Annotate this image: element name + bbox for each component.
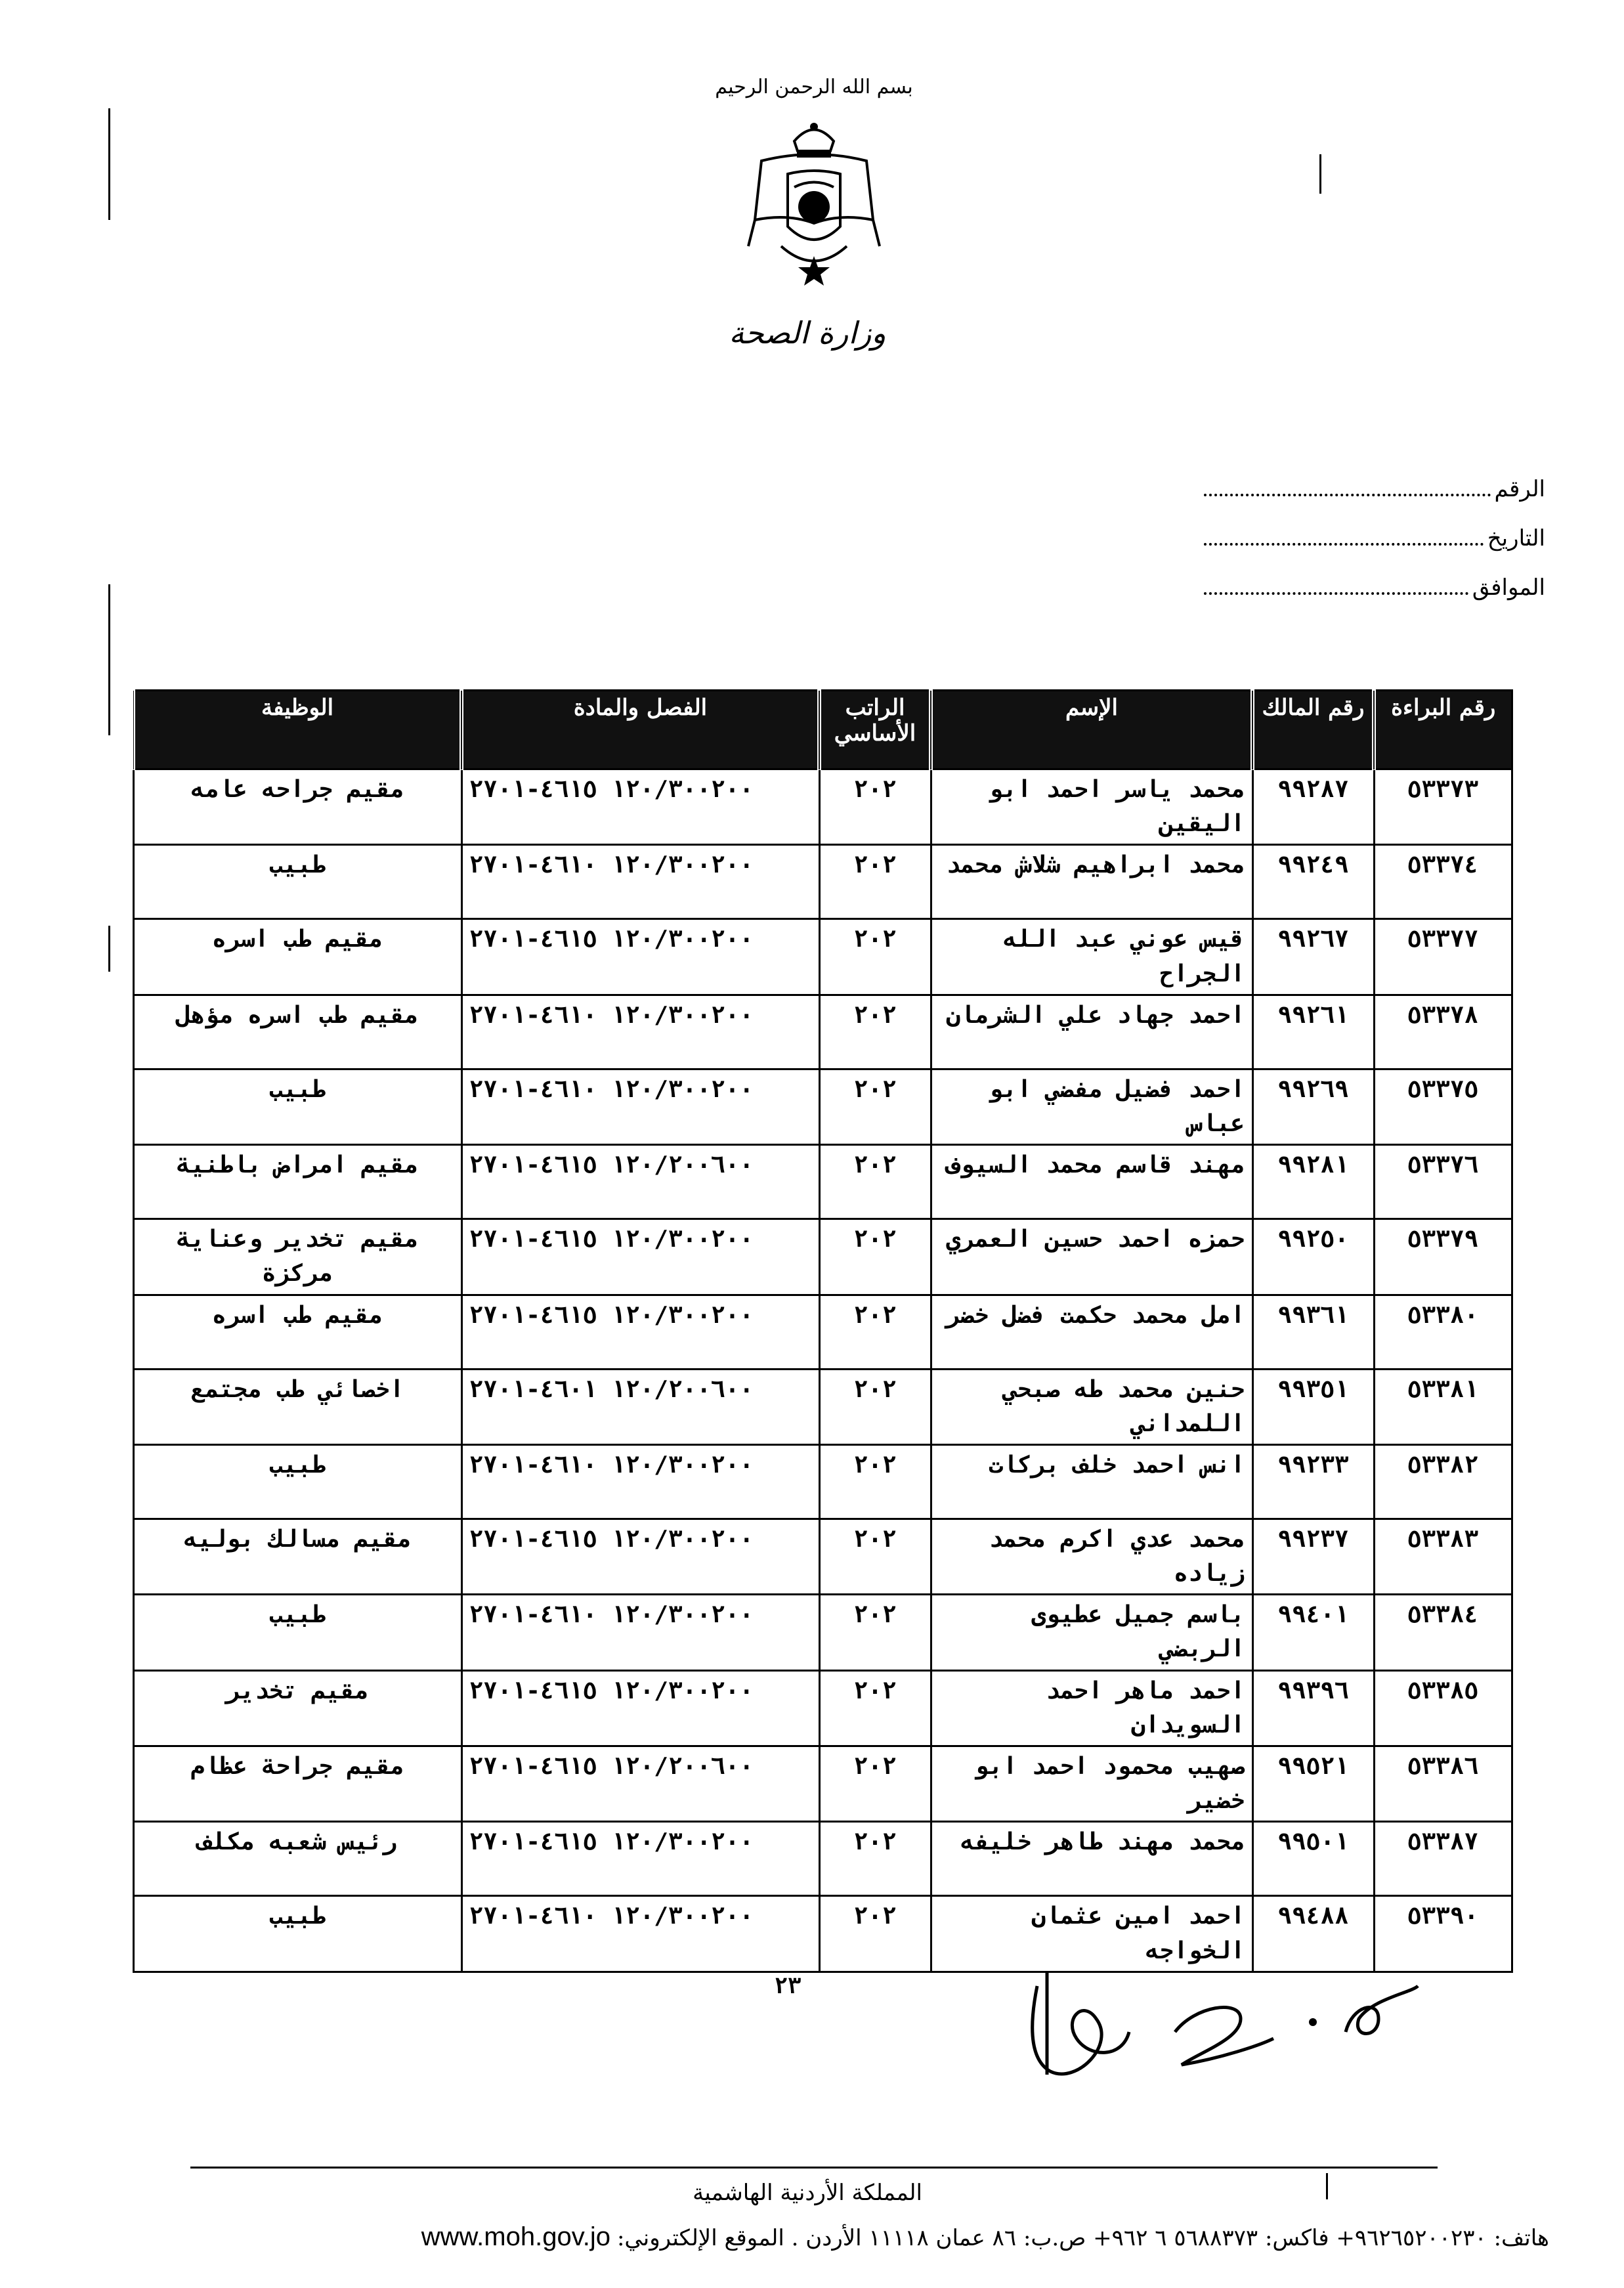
voucher-no-cell: ٥٣٣٧٨ bbox=[1374, 995, 1512, 1069]
voucher-no-cell: ٥٣٣٩٠ bbox=[1374, 1896, 1512, 1972]
voucher-no-cell: ٥٣٣٧٥ bbox=[1374, 1069, 1512, 1144]
job-cell: مقيم مسالك بوليه bbox=[133, 1519, 461, 1594]
name-cell: صهيب محمود احمد ابو خضير bbox=[931, 1746, 1252, 1822]
basic-salary-cell: ٢٠٢ bbox=[819, 1746, 931, 1822]
name-cell: حمزه احمد حسين العمري bbox=[931, 1219, 1252, 1295]
owner-no-cell: ٩٩٢٤٩ bbox=[1252, 845, 1374, 919]
margin-mark bbox=[108, 108, 110, 220]
basic-salary-cell: ٢٠٢ bbox=[819, 1519, 931, 1594]
chapter-article-cell: ١٢٠/٣٠٠٢٠٠ ٤٦١٥-٢٧٠١ bbox=[461, 1822, 819, 1896]
dotted-line bbox=[1204, 587, 1468, 595]
owner-no-cell: ٩٩٥٠١ bbox=[1252, 1822, 1374, 1896]
chapter-article-cell: ١٢٠/٣٠٠٢٠٠ ٤٦١٠-٢٧٠١ bbox=[461, 1069, 819, 1144]
page-number: ٢٣ bbox=[774, 1973, 801, 1999]
ministry-name: وزارة الصحة bbox=[729, 315, 886, 351]
basic-salary-cell: ٢٠٢ bbox=[819, 1219, 931, 1295]
table-row bbox=[133, 1369, 1512, 1444]
voucher-no-cell: ٥٣٣٧٩ bbox=[1374, 1219, 1512, 1295]
basic-salary-cell: ٢٠٢ bbox=[819, 769, 931, 845]
job-cell: طبيب bbox=[133, 1896, 461, 1972]
header-voucher-no: رقم البراءة bbox=[1374, 691, 1512, 769]
chapter-article-cell: ١٢٠/٣٠٠٢٠٠ ٤٦١٥-٢٧٠١ bbox=[461, 1295, 819, 1369]
voucher-no-cell: ٥٣٣٨١ bbox=[1374, 1369, 1512, 1444]
date-label: التاريخ bbox=[1487, 525, 1545, 551]
table-row bbox=[133, 1069, 1512, 1144]
header-job: الوظيفة bbox=[133, 691, 461, 769]
table-row bbox=[133, 1595, 1512, 1670]
table-row bbox=[133, 1746, 1512, 1822]
reference-number-label: الرقم bbox=[1494, 476, 1545, 502]
table-row bbox=[133, 1145, 1512, 1219]
chapter-article-cell: ١٢٠/٢٠٠٦٠٠ ٤٦٠١-٢٧٠١ bbox=[461, 1369, 819, 1444]
basic-salary-cell: ٢٠٢ bbox=[819, 1822, 931, 1896]
name-cell: محمد عدي اكرم محمد زياده bbox=[931, 1519, 1252, 1594]
header-name: الإسم bbox=[931, 691, 1252, 769]
corresponding-date-label: الموافق bbox=[1472, 574, 1545, 601]
jordan-coat-of-arms-icon bbox=[742, 115, 886, 292]
table-row bbox=[133, 1519, 1512, 1594]
table-header-row bbox=[133, 691, 1512, 769]
voucher-no-cell: ٥٣٣٨٢ bbox=[1374, 1444, 1512, 1519]
basmala: بسم الله الرحمن الرحيم bbox=[715, 76, 913, 98]
owner-no-cell: ٩٩٢٦١ bbox=[1252, 995, 1374, 1069]
job-cell: اخصائي طب مجتمع bbox=[133, 1369, 461, 1444]
basic-salary-cell: ٢٠٢ bbox=[819, 1069, 931, 1144]
header-basic-salary: الراتب الأساسي bbox=[819, 691, 931, 769]
basic-salary-cell: ٢٠٢ bbox=[819, 1896, 931, 1972]
chapter-article-cell: ١٢٠/٣٠٠٢٠٠ ٤٦١٥-٢٧٠١ bbox=[461, 919, 819, 995]
job-cell: مقيم طب اسره مؤهل bbox=[133, 995, 461, 1069]
table-row bbox=[133, 995, 1512, 1069]
margin-mark bbox=[1326, 2173, 1328, 2199]
voucher-no-cell: ٥٣٣٨٤ bbox=[1374, 1595, 1512, 1670]
name-cell: حنين محمد طه صبحي اللمداني bbox=[931, 1369, 1252, 1444]
name-cell: باسم جميل عطيوى الربضي bbox=[931, 1595, 1252, 1670]
basic-salary-cell: ٢٠٢ bbox=[819, 1369, 931, 1444]
basic-salary-cell: ٢٠٢ bbox=[819, 1444, 931, 1519]
job-cell: طبيب bbox=[133, 1595, 461, 1670]
name-cell: محمد ياسر احمد ابو اليقين bbox=[931, 769, 1252, 845]
chapter-article-cell: ١٢٠/٣٠٠٢٠٠ ٤٦١٠-٢٧٠١ bbox=[461, 1444, 819, 1519]
owner-no-cell: ٩٩٢٦٧ bbox=[1252, 919, 1374, 995]
owner-no-cell: ٩٩٣٥١ bbox=[1252, 1369, 1374, 1444]
table-row bbox=[133, 1670, 1512, 1746]
table-row bbox=[133, 919, 1512, 995]
name-cell: محمد ابراهيم شلاش محمد bbox=[931, 845, 1252, 919]
table-row bbox=[133, 1444, 1512, 1519]
footer-divider bbox=[190, 2167, 1438, 2169]
voucher-no-cell: ٥٣٣٧٣ bbox=[1374, 769, 1512, 845]
voucher-no-cell: ٥٣٣٨٧ bbox=[1374, 1822, 1512, 1896]
job-cell: رئيس شعبه مكلف bbox=[133, 1822, 461, 1896]
owner-no-cell: ٩٩٢٣٣ bbox=[1252, 1444, 1374, 1519]
handwritten-signature bbox=[1024, 1960, 1431, 2091]
owner-no-cell: ٩٩٢٦٩ bbox=[1252, 1069, 1374, 1144]
footer-website-link[interactable]: www.moh.gov.jo bbox=[421, 2222, 610, 2251]
job-cell: مقيم تخدير bbox=[133, 1670, 461, 1746]
chapter-article-cell: ١٢٠/٣٠٠٢٠٠ ٤٦١٥-٢٧٠١ bbox=[461, 1219, 819, 1295]
job-cell: مقيم جراحة عظام bbox=[133, 1746, 461, 1822]
job-cell: مقيم جراحه عامه bbox=[133, 769, 461, 845]
employees-table bbox=[131, 689, 1513, 1973]
basic-salary-cell: ٢٠٢ bbox=[819, 995, 931, 1069]
header-owner-no: رقم المالك bbox=[1252, 691, 1374, 769]
footer-contact-line bbox=[79, 2222, 1549, 2252]
basic-salary-cell: ٢٠٢ bbox=[819, 1145, 931, 1219]
chapter-article-cell: ١٢٠/٣٠٠٢٠٠ ٤٦١٠-٢٧٠١ bbox=[461, 995, 819, 1069]
basic-salary-cell: ٢٠٢ bbox=[819, 919, 931, 995]
name-cell: احمد ماهر احمد السويدان bbox=[931, 1670, 1252, 1746]
chapter-article-cell: ١٢٠/٢٠٠٦٠٠ ٤٦١٥-٢٧٠١ bbox=[461, 1145, 819, 1219]
voucher-no-cell: ٥٣٣٨٦ bbox=[1374, 1746, 1512, 1822]
table-row bbox=[133, 1822, 1512, 1896]
voucher-no-cell: ٥٣٣٧٦ bbox=[1374, 1145, 1512, 1219]
name-cell: قيس عوني عبد الله الجراح bbox=[931, 919, 1252, 995]
chapter-article-cell: ١٢٠/٣٠٠٢٠٠ ٤٦١٠-٢٧٠١ bbox=[461, 1896, 819, 1972]
voucher-no-cell: ٥٣٣٧٧ bbox=[1374, 919, 1512, 995]
job-cell: مقيم طب اسره bbox=[133, 1295, 461, 1369]
voucher-no-cell: ٥٣٣٧٤ bbox=[1374, 845, 1512, 919]
voucher-no-cell: ٥٣٣٨٠ bbox=[1374, 1295, 1512, 1369]
margin-mark bbox=[108, 926, 110, 972]
owner-no-cell: ٩٩٤٨٨ bbox=[1252, 1896, 1374, 1972]
owner-no-cell: ٩٩٢٥٠ bbox=[1252, 1219, 1374, 1295]
name-cell: انس احمد خلف بركات bbox=[931, 1444, 1252, 1519]
owner-no-cell: ٩٩٢٨١ bbox=[1252, 1145, 1374, 1219]
basic-salary-cell: ٢٠٢ bbox=[819, 1295, 931, 1369]
dotted-line bbox=[1204, 488, 1491, 496]
job-cell: مقيم تخدير وعناية مركزة bbox=[133, 1219, 461, 1295]
chapter-article-cell: ١٢٠/٣٠٠٢٠٠ ٤٦١٥-٢٧٠١ bbox=[461, 1670, 819, 1746]
table-row bbox=[133, 845, 1512, 919]
owner-no-cell: ٩٩٣٦١ bbox=[1252, 1295, 1374, 1369]
chapter-article-cell: ١٢٠/٣٠٠٢٠٠ ٤٦١٥-٢٧٠١ bbox=[461, 769, 819, 845]
name-cell: محمد مهند طاهر خليفه bbox=[931, 1822, 1252, 1896]
owner-no-cell: ٩٩٢٨٧ bbox=[1252, 769, 1374, 845]
footer-country: المملكة الأردنية الهاشمية bbox=[693, 2180, 922, 2206]
chapter-article-cell: ١٢٠/٣٠٠٢٠٠ ٤٦١٠-٢٧٠١ bbox=[461, 845, 819, 919]
chapter-article-cell: ١٢٠/٢٠٠٦٠٠ ٤٦١٥-٢٧٠١ bbox=[461, 1746, 819, 1822]
job-cell: مقيم امراض باطنية bbox=[133, 1145, 461, 1219]
header-chapter-article: الفصل والمادة bbox=[461, 691, 819, 769]
chapter-article-cell: ١٢٠/٣٠٠٢٠٠ ٤٦١٥-٢٧٠١ bbox=[461, 1519, 819, 1594]
corresponding-date-field bbox=[1204, 574, 1545, 601]
owner-no-cell: ٩٩٣٩٦ bbox=[1252, 1670, 1374, 1746]
name-cell: احمد فضيل مفضي ابو عباس bbox=[931, 1069, 1252, 1144]
date-field bbox=[1204, 525, 1545, 551]
name-cell: احمد امين عثمان الخواجه bbox=[931, 1896, 1252, 1972]
job-cell: طبيب bbox=[133, 1444, 461, 1519]
voucher-no-cell: ٥٣٣٨٣ bbox=[1374, 1519, 1512, 1594]
basic-salary-cell: ٢٠٢ bbox=[819, 1595, 931, 1670]
reference-number-field bbox=[1204, 476, 1545, 502]
job-cell: طبيب bbox=[133, 845, 461, 919]
basic-salary-cell: ٢٠٢ bbox=[819, 845, 931, 919]
name-cell: احمد جهاد علي الشرمان bbox=[931, 995, 1252, 1069]
dotted-line bbox=[1204, 538, 1484, 546]
table-row bbox=[133, 769, 1512, 845]
margin-mark bbox=[1319, 154, 1321, 194]
owner-no-cell: ٩٩٥٢١ bbox=[1252, 1746, 1374, 1822]
table-row bbox=[133, 1219, 1512, 1295]
job-cell: طبيب bbox=[133, 1069, 461, 1144]
name-cell: مهند قاسم محمد السيوف bbox=[931, 1145, 1252, 1219]
table-row bbox=[133, 1295, 1512, 1369]
chapter-article-cell: ١٢٠/٣٠٠٢٠٠ ٤٦١٠-٢٧٠١ bbox=[461, 1595, 819, 1670]
voucher-no-cell: ٥٣٣٨٥ bbox=[1374, 1670, 1512, 1746]
margin-mark bbox=[108, 584, 110, 735]
footer-contact-details: هاتف: ٩٦٢٦٥٢٠٠٢٣٠+ فاكس: ٥٦٨٨٣٧٣ ٦ ٩٦٢+ ص.ب: ٨٦ عمان ١١١١٨ الأردن . الموقع الإلكتروني: bbox=[616, 2225, 1549, 2251]
basic-salary-cell: ٢٠٢ bbox=[819, 1670, 931, 1746]
owner-no-cell: ٩٩٤٠١ bbox=[1252, 1595, 1374, 1670]
job-cell: مقيم طب اسره bbox=[133, 919, 461, 995]
owner-no-cell: ٩٩٢٣٧ bbox=[1252, 1519, 1374, 1594]
name-cell: امل محمد حكمت فضل خضر bbox=[931, 1295, 1252, 1369]
